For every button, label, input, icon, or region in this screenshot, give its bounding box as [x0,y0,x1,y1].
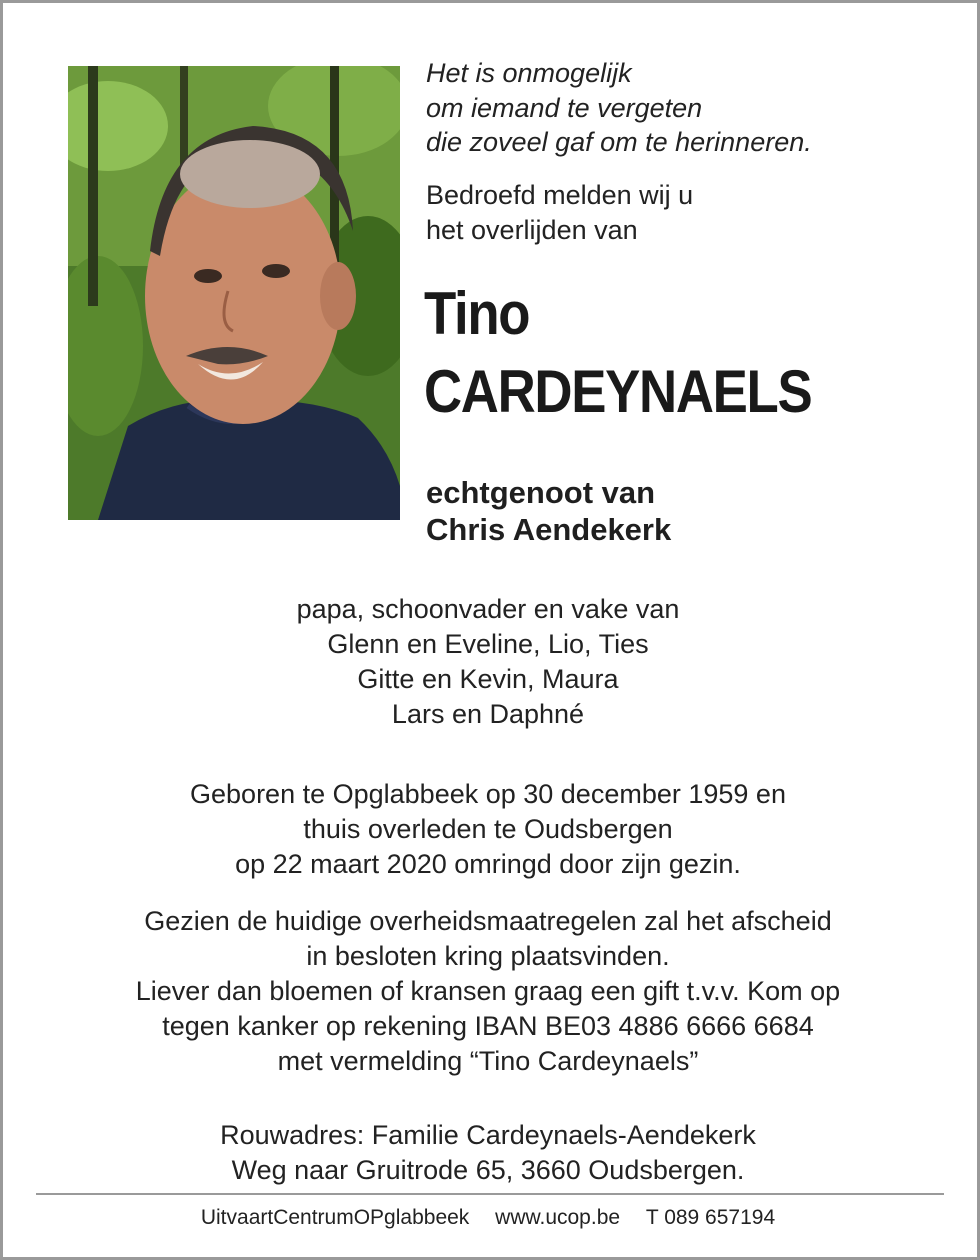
address-line: Weg naar Gruitrode 65, 3660 Oudsbergen. [231,1155,745,1185]
memorial-quote [426,56,812,160]
deceased-last-name: CARDEYNAELS [424,358,812,425]
family-line: Lars en Daphné [391,699,585,729]
portrait-photo [68,66,400,520]
notice-line: Liever dan bloemen of kransen graag een gift t.v.v. Kom op [135,976,841,1006]
deceased-first-name: Tino [424,280,530,347]
notice-line: tegen kanker op rekening IBAN BE03 4886 6666 6684 [162,1011,814,1041]
funeral-home-website[interactable]: www.ucop.be [495,1206,621,1229]
address-line: Rouwadres: Familie Cardeynaels-Aendekerk [220,1120,756,1150]
funeral-home-phone: T 089 657194 [645,1206,776,1229]
announcement-line: het overlijden van [426,214,638,245]
spouse-line: Chris Aendekerk [426,512,672,547]
family-line: Glenn en Eveline, Lio, Ties [327,629,649,659]
quote-line: die zoveel gaf om te herinneren. [426,127,812,157]
footer-divider [36,1193,944,1195]
quote-line: Het is onmogelijk [426,58,632,88]
birth-death-line: op 22 maart 2020 omringd door zijn gezin. [235,849,741,879]
family-list [0,592,976,732]
birth-death-info [0,777,976,882]
notice-line: met vermelding “Tino Cardeynaels” [277,1046,699,1076]
family-line: Gitte en Kevin, Maura [357,664,619,694]
footer [0,1206,976,1230]
farewell-notice [0,904,976,1079]
quote-line: om iemand te vergeten [426,92,703,123]
portrait-illustration [68,66,400,520]
spouse-info [426,474,671,548]
family-line: papa, schoonvader en vake van [296,594,680,624]
announcement-line: Bedroefd melden wij u [426,180,694,210]
funeral-home-name: UitvaartCentrumOPglabbeek [200,1206,470,1229]
mourning-address [0,1118,976,1188]
spouse-line: echtgenoot van [426,475,656,510]
birth-death-line: Geboren te Opglabbeek op 30 december 1959 en [190,779,786,809]
announcement [426,178,693,247]
notice-line: in besloten kring plaatsvinden. [306,941,670,971]
birth-death-line: thuis overleden te Oudsbergen [303,814,673,844]
notice-line: Gezien de huidige overheidsmaatregelen zal het afscheid [144,906,832,936]
